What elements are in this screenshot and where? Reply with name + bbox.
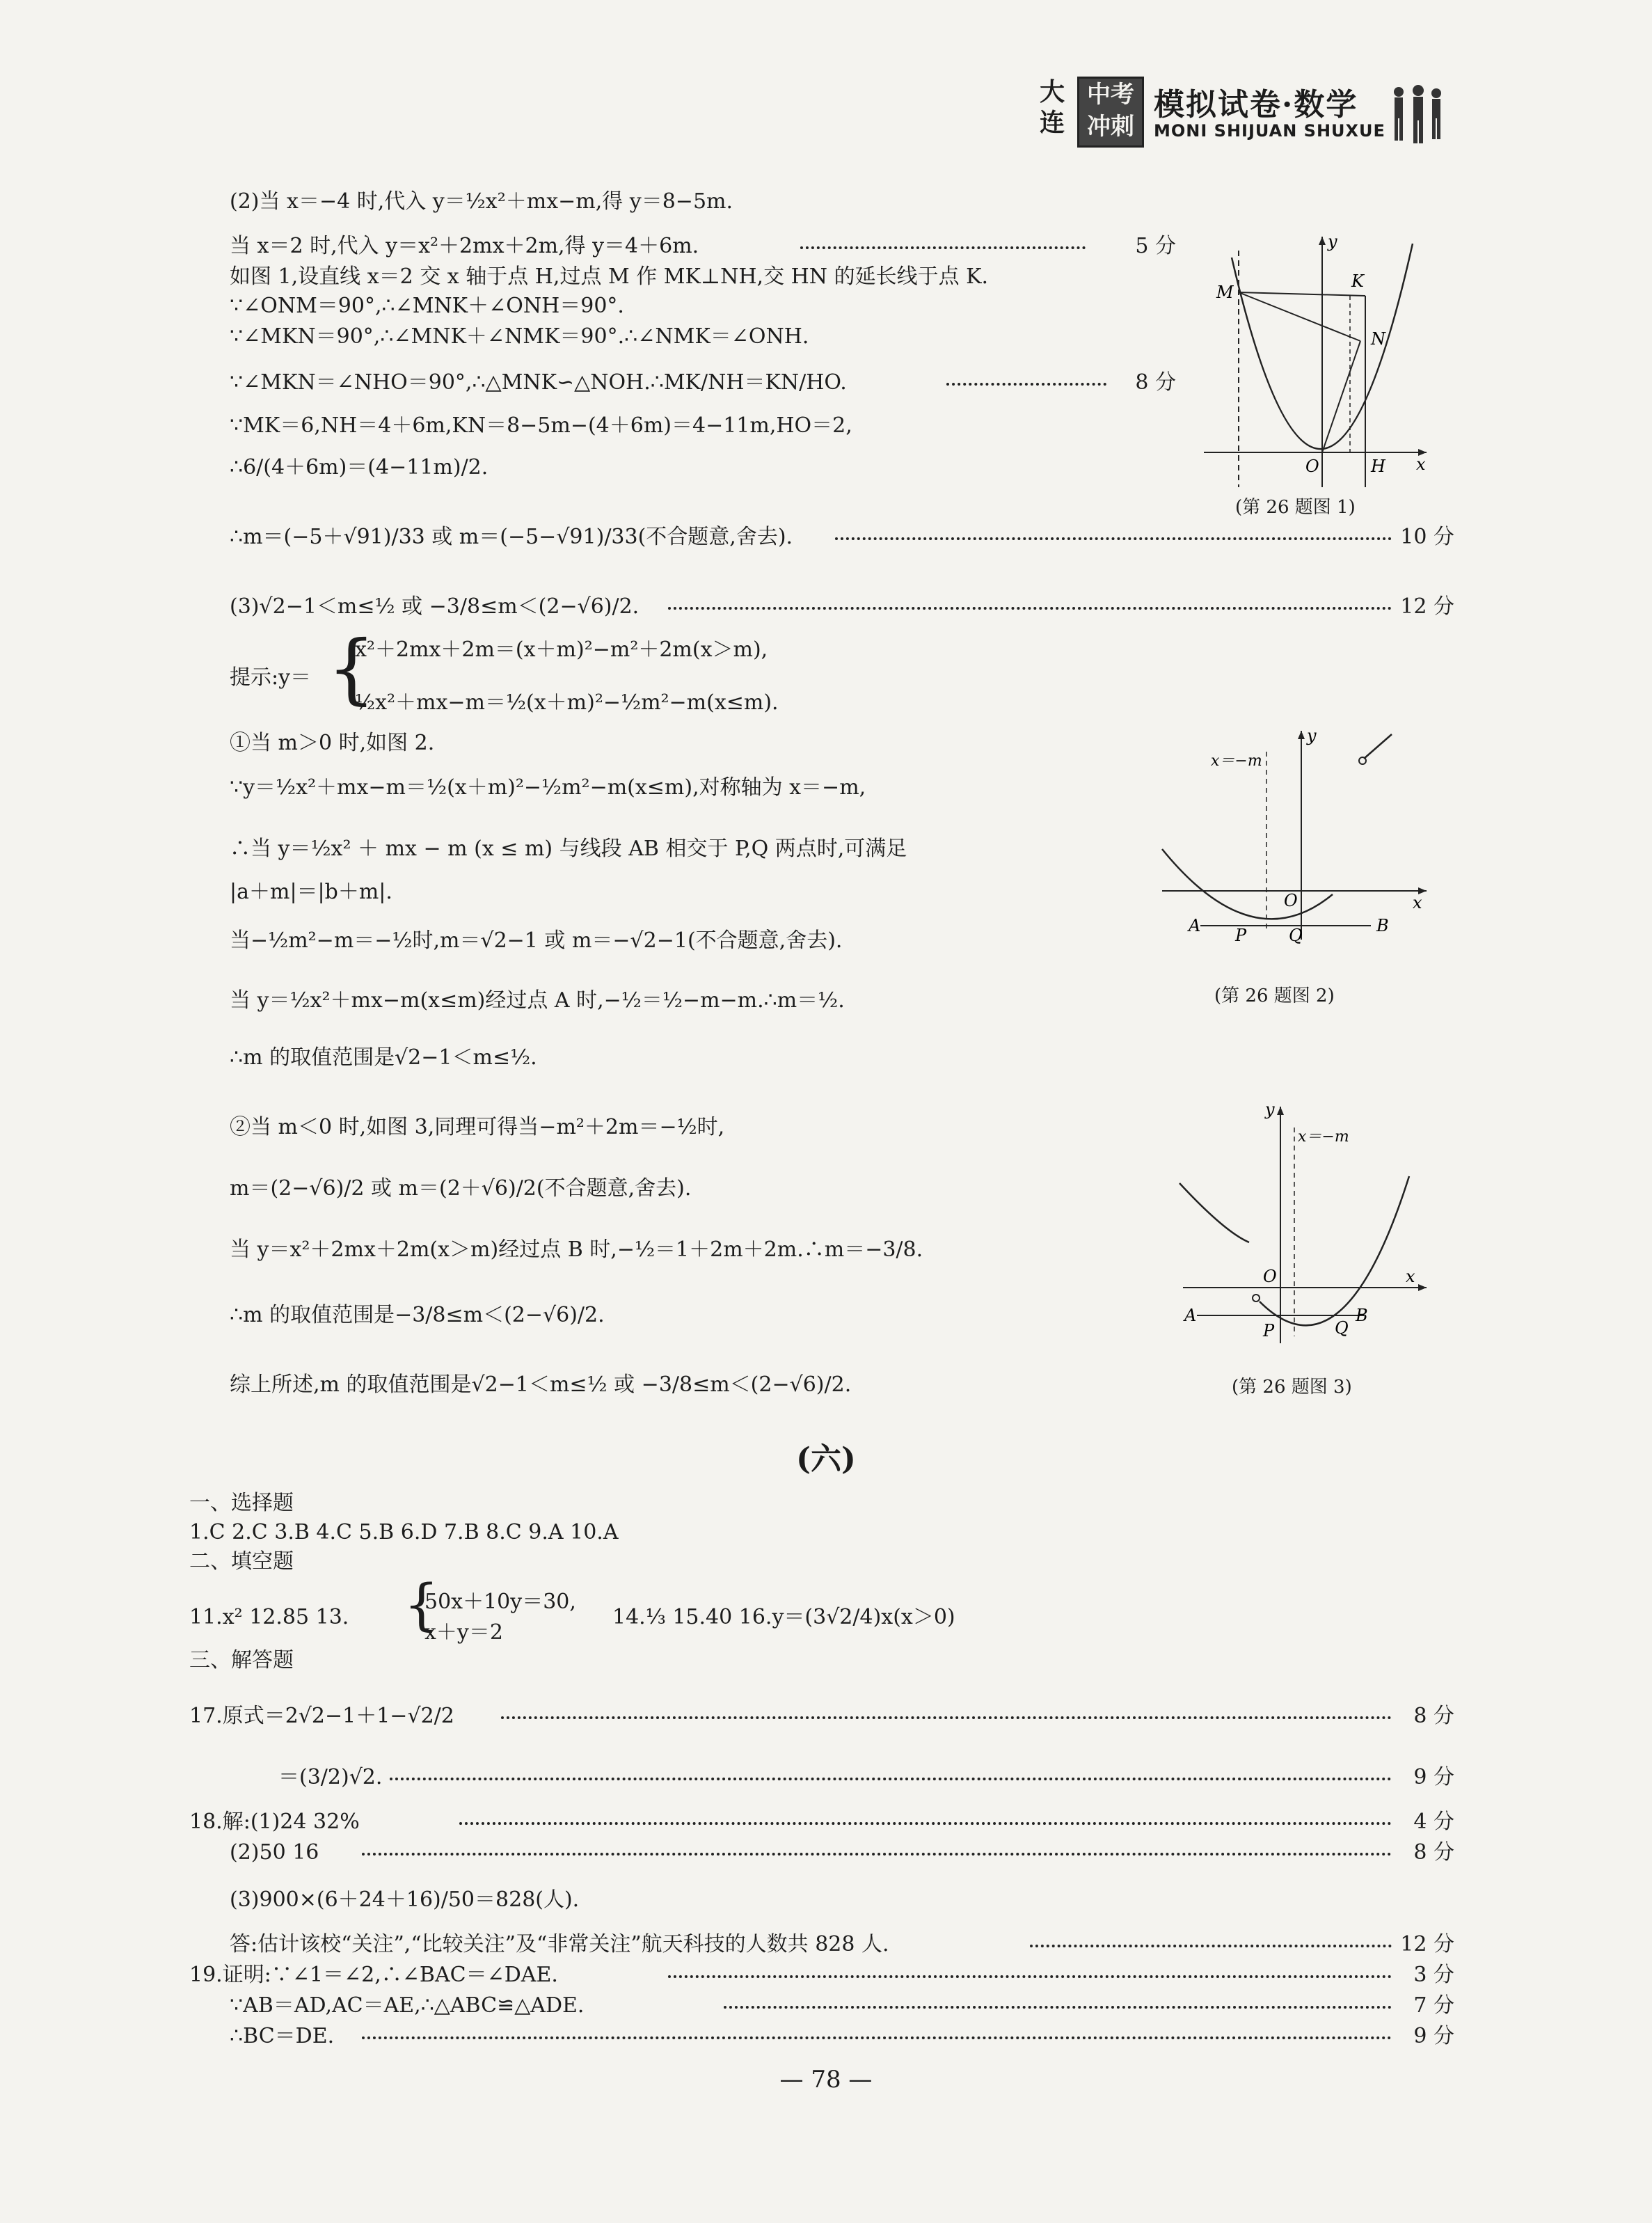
header-subtitle: MONI SHIJUAN SHUXUE: [1154, 121, 1385, 141]
score-label: 4 分: [1413, 1810, 1454, 1834]
dot-leader: [501, 1715, 1392, 1719]
dot-leader: [362, 1851, 1392, 1856]
text-line: ∴BC＝DE.: [230, 2024, 335, 2048]
fig2-label-p: P: [1235, 926, 1247, 945]
figure-1: [1204, 230, 1433, 494]
fig3-label-x: x: [1406, 1267, 1415, 1286]
score-label: 9 分: [1413, 1765, 1454, 1789]
page-number: — 78 —: [779, 2066, 873, 2094]
fig3-label-y: y: [1265, 1100, 1275, 1119]
text-line: (2)50 16: [230, 1840, 319, 1865]
header-title: 模拟试卷·数学: [1154, 87, 1358, 122]
dot-leader: [459, 1821, 1392, 1825]
text-line: 1.C 2.C 3.B 4.C 5.B 6.D 7.B 8.C 9.A 10.A: [189, 1520, 619, 1544]
text-line: ∴m＝(−5＋√91)/33 或 m＝(−5−√91)/33(不合题意,舍去).: [230, 525, 793, 549]
dot-leader: [724, 2004, 1392, 2009]
header-city-1: 大: [1039, 77, 1065, 106]
score-label: 5 分: [1135, 234, 1176, 258]
fig2-label-b: B: [1376, 916, 1389, 935]
header-badge-2: 冲刺: [1087, 113, 1134, 141]
dot-leader: [835, 536, 1392, 540]
figure-3: [1176, 1100, 1433, 1350]
text-line: 当−½m²−m＝−½时,m＝√2−1 或 m＝−√2−1(不合题意,舍去).: [230, 928, 843, 953]
score-label: 3 分: [1413, 1963, 1454, 1987]
text-line: x²＋2mx＋2m＝(x＋m)²−m²＋2m(x＞m),: [355, 638, 768, 662]
fig2-label-x: x: [1413, 893, 1422, 912]
figure-caption: (第 26 题图 3): [1232, 1377, 1352, 1398]
text-line: 三、解答题: [189, 1648, 294, 1672]
dot-leader: [668, 606, 1392, 610]
text-line: 二、填空题: [189, 1549, 294, 1574]
fig2-label-y: y: [1307, 726, 1317, 745]
text-line: 50x＋10y＝30,: [424, 1590, 576, 1614]
text-line: ∴m 的取值范围是−3/8≤m＜(2−√6)/2.: [230, 1303, 605, 1327]
score-label: 8 分: [1135, 370, 1176, 395]
fig3-label-q: Q: [1335, 1318, 1349, 1338]
dot-leader: [946, 381, 1106, 386]
dot-leader: [1030, 1943, 1392, 1947]
dot-leader: [800, 245, 1086, 249]
fig1-label-x: x: [1416, 454, 1426, 474]
score-label: 10 分: [1400, 525, 1454, 549]
text-line: 11.x² 12.85 13.: [189, 1605, 349, 1629]
text-line: ＝(3/2)√2.: [278, 1765, 383, 1789]
fig3-label-b: B: [1356, 1306, 1368, 1325]
text-line: ∴6/(4＋6m)＝(4−11m)/2.: [230, 455, 489, 480]
header-city: [1037, 77, 1067, 138]
score-label: 8 分: [1413, 1704, 1454, 1728]
text-line: ∵∠MKN＝90°,∴∠MNK＋∠NMK＝90°.∴∠NMK＝∠ONH.: [230, 324, 809, 349]
text-line: 综上所述,m 的取值范围是√2−1＜m≤½ 或 −3/8≤m＜(2−√6)/2.: [230, 1372, 852, 1397]
fig3-axis-label: x＝−m: [1298, 1128, 1349, 1146]
brace: {: [404, 1572, 439, 1637]
score-label: 9 分: [1413, 2024, 1454, 2048]
dot-leader: [390, 1776, 1392, 1780]
score-label: 12 分: [1400, 1932, 1454, 1956]
text-line: (3)900×(6＋24＋16)/50＝828(人).: [230, 1888, 580, 1912]
text-line: 17.原式＝2√2−1＋1−√2/2: [189, 1704, 454, 1728]
text-line: ∵AB＝AD,AC＝AE,∴△ABC≌△ADE.: [230, 1993, 585, 2018]
page-header: [1037, 77, 1468, 153]
text-line: 如图 1,设直线 x＝2 交 x 轴于点 H,过点 M 作 MK⊥NH,交 HN 的延长线于点 K.: [230, 264, 989, 289]
text-line: ∵∠MKN＝∠NHO＝90°,∴△MNK∽△NOH.∴MK/NH＝KN/HO.: [230, 370, 847, 395]
text-line: 当 x＝2 时,代入 y＝x²＋2mx＋2m,得 y＝4＋6m.: [230, 234, 699, 258]
text-line: (3)√2−1＜m≤½ 或 −3/8≤m＜(2−√6)/2.: [230, 594, 640, 619]
fig2-label-o: O: [1284, 891, 1298, 910]
text-line: 当 y＝x²＋2mx＋2m(x＞m)经过点 B 时,−½＝1＋2m＋2m.∴m＝−3/8.: [230, 1237, 923, 1262]
fig1-label-y: y: [1328, 232, 1337, 251]
dot-leader: [668, 1974, 1392, 1978]
fig1-label-n: N: [1371, 329, 1385, 349]
runners-logo-icon: [1385, 84, 1447, 146]
text-line: 当 y＝½x²＋mx−m(x≤m)经过点 A 时,−½＝½−m−m.∴m＝½.: [230, 988, 845, 1013]
brace: {: [327, 624, 376, 713]
text-line: ∵∠ONM＝90°,∴∠MNK＋∠ONH＝90°.: [230, 294, 624, 318]
section-title: (六): [796, 1441, 856, 1477]
text-line: ∵MK＝6,NH＝4＋6m,KN＝8−5m−(4＋6m)＝4−11m,HO＝2,: [230, 413, 852, 438]
fig3-label-p: P: [1263, 1321, 1275, 1340]
fig2-label-q: Q: [1289, 926, 1303, 945]
text-line: 提示:y＝: [230, 665, 312, 690]
header-city-2: 连: [1039, 108, 1065, 137]
text-line: 18.解:(1)24 32%: [189, 1810, 360, 1834]
text-line: ②当 m＜0 时,如图 3,同理可得当−m²＋2m＝−½时,: [230, 1115, 725, 1139]
fig2-axis-label: x＝−m: [1211, 752, 1262, 770]
text-line: m＝(2−√6)/2 或 m＝(2＋√6)/2(不合题意,舍去).: [230, 1176, 692, 1201]
text-line: (2)当 x＝−4 时,代入 y＝½x²＋mx−m,得 y＝8−5m.: [230, 189, 733, 214]
figure-caption: (第 26 题图 2): [1214, 986, 1335, 1006]
text-line: 19.证明:∵∠1＝∠2,∴∠BAC＝∠DAE.: [189, 1963, 558, 1987]
header-badge: [1077, 77, 1144, 148]
text-line: ∴m 的取值范围是√2−1＜m≤½.: [230, 1045, 537, 1070]
text-line: |a＋m|＝|b＋m|.: [230, 880, 392, 904]
text-line: x＋y＝2: [424, 1620, 503, 1645]
figure-2: [1155, 724, 1433, 947]
text-line: 14.⅓ 15.40 16.y＝(3√2/4)x(x＞0): [612, 1605, 955, 1629]
score-label: 7 分: [1413, 1993, 1454, 2018]
figure-caption: (第 26 题图 1): [1235, 497, 1356, 518]
text-line: 答:估计该校“关注”,“比较关注”及“非常关注”航天科技的人数共 828 人.: [230, 1932, 889, 1956]
text-line: ∴当 y＝½x² ＋ mx − m (x ≤ m) 与线段 AB 相交于 P,Q 两点时,可满足: [230, 837, 907, 861]
text-line: 一、选择题: [189, 1491, 294, 1515]
fig1-label-m: M: [1216, 283, 1234, 302]
text-line: ∵y＝½x²＋mx−m＝½(x＋m)²−½m²−m(x≤m),对称轴为 x＝−m,: [230, 775, 866, 800]
dot-leader: [362, 2035, 1392, 2039]
text-line: ①当 m＞0 时,如图 2.: [230, 731, 435, 755]
score-label: 12 分: [1400, 594, 1454, 619]
score-label: 8 分: [1413, 1840, 1454, 1865]
fig1-label-h: H: [1371, 457, 1385, 476]
fig3-label-a: A: [1184, 1306, 1197, 1325]
fig1-label-o: O: [1305, 457, 1319, 476]
fig2-label-a: A: [1189, 916, 1201, 935]
text-line: ½x²＋mx−m＝½(x＋m)²−½m²−m(x≤m).: [355, 690, 779, 715]
fig1-label-k: K: [1351, 271, 1364, 291]
fig3-label-o: O: [1263, 1267, 1277, 1286]
header-badge-1: 中考: [1087, 81, 1134, 109]
